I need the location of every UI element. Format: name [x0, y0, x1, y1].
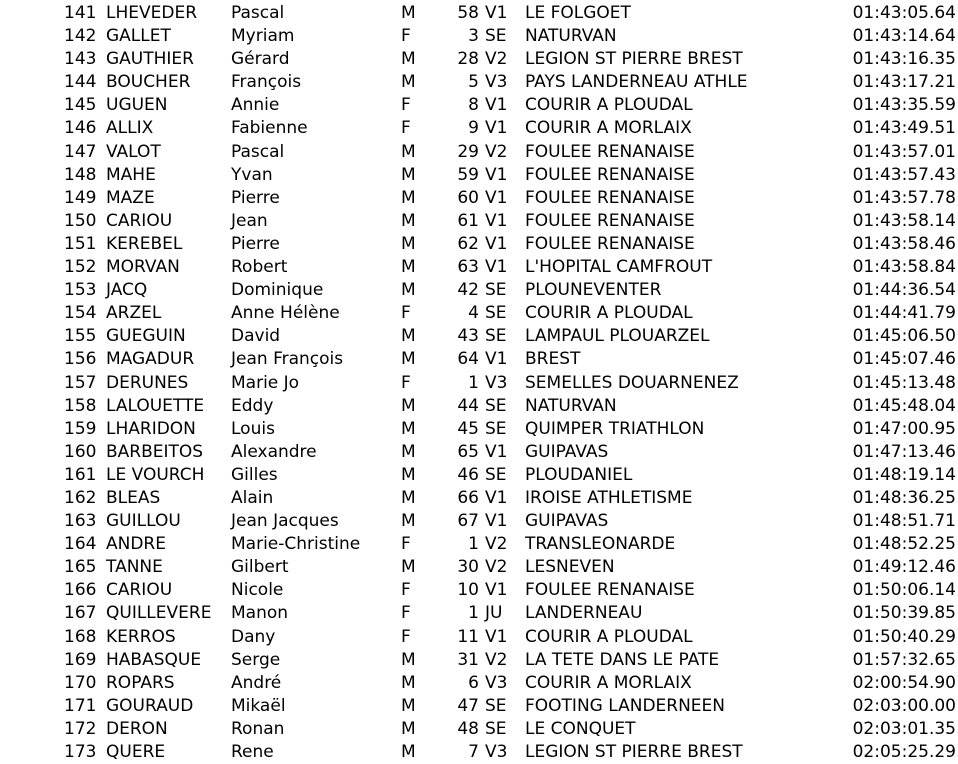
rank-cell: 162 — [64, 487, 97, 508]
club-cell: LESNEVEN — [525, 557, 615, 578]
club-cell: LANDERNEAU — [525, 603, 643, 624]
club-cell: PAYS LANDERNEAU ATHLE — [525, 72, 748, 93]
last-name-cell: KEREBEL — [106, 233, 183, 254]
category-cell: SE — [485, 26, 507, 47]
first-name-cell: Jean Jacques — [231, 511, 339, 532]
last-name-cell: MORVAN — [106, 257, 180, 278]
last-name-cell: GAUTHIER — [106, 49, 194, 70]
last-name-cell: LALOUETTE — [106, 395, 205, 416]
category-cell: V1 — [485, 257, 508, 278]
category-rank-cell: 65 — [457, 441, 479, 462]
time-cell: 01:45:07.46 — [852, 349, 956, 370]
club-cell: COURIR A MORLAIX — [525, 672, 692, 693]
time-cell: 01:50:39.85 — [852, 603, 956, 624]
last-name-cell: QUERE — [106, 742, 166, 762]
time-cell: 01:45:13.48 — [852, 372, 956, 393]
category-rank-cell: 8 — [468, 95, 479, 116]
club-cell: COURIR A PLOUDAL — [525, 95, 693, 116]
first-name-cell: Manon — [231, 603, 289, 624]
table-row — [0, 695, 958, 718]
last-name-cell: JACQ — [106, 280, 148, 301]
category-rank-cell: 46 — [457, 464, 479, 485]
category-rank-cell: 63 — [457, 257, 479, 278]
first-name-cell: Alexandre — [231, 441, 317, 462]
first-name-cell: Annie — [231, 95, 280, 116]
category-rank-cell: 58 — [457, 3, 479, 23]
last-name-cell: HABASQUE — [106, 649, 202, 670]
table-row — [0, 672, 958, 695]
category-cell: V2 — [485, 49, 508, 70]
club-cell: LA TETE DANS LE PATE — [525, 649, 720, 670]
category-rank-cell: 43 — [457, 326, 479, 347]
category-rank-cell: 6 — [468, 672, 479, 693]
sex-cell: M — [401, 511, 416, 532]
table-row — [0, 117, 958, 140]
time-cell: 01:50:06.14 — [852, 580, 956, 601]
table-row — [0, 279, 958, 302]
rank-cell: 161 — [64, 464, 97, 485]
club-cell: BREST — [525, 349, 581, 370]
time-cell: 01:43:14.64 — [852, 26, 956, 47]
club-cell: NATURVAN — [525, 26, 617, 47]
sex-cell: F — [401, 626, 411, 647]
club-cell: GUIPAVAS — [525, 441, 609, 462]
sex-cell: M — [401, 257, 416, 278]
table-row — [0, 372, 958, 395]
last-name-cell: ANDRE — [106, 534, 166, 555]
time-cell: 01:43:57.01 — [852, 141, 956, 162]
sex-cell: F — [401, 580, 411, 601]
category-rank-cell: 62 — [457, 233, 479, 254]
last-name-cell: ROPARS — [106, 672, 175, 693]
table-row — [0, 487, 958, 510]
first-name-cell: Robert — [231, 257, 288, 278]
club-cell: FOULEE RENANAISE — [525, 210, 695, 231]
category-cell: V1 — [485, 210, 508, 231]
first-name-cell: Gilbert — [231, 557, 289, 578]
category-rank-cell: 66 — [457, 487, 479, 508]
sex-cell: F — [401, 603, 411, 624]
sex-cell: M — [401, 395, 416, 416]
last-name-cell: MAGADUR — [106, 349, 195, 370]
last-name-cell: QUILLEVERE — [106, 603, 212, 624]
rank-cell: 141 — [64, 3, 97, 23]
time-cell: 01:43:58.46 — [852, 233, 956, 254]
rank-cell: 155 — [64, 326, 97, 347]
category-cell: V3 — [485, 742, 508, 762]
club-cell: LEGION ST PIERRE BREST — [525, 49, 743, 70]
first-name-cell: Dominique — [231, 280, 324, 301]
category-cell: V1 — [485, 487, 508, 508]
category-cell: SE — [485, 303, 507, 324]
last-name-cell: MAZE — [106, 187, 155, 208]
last-name-cell: ALLIX — [106, 118, 154, 139]
rank-cell: 154 — [64, 303, 97, 324]
table-row — [0, 741, 958, 764]
table-row — [0, 441, 958, 464]
sex-cell: F — [401, 303, 411, 324]
table-row — [0, 464, 958, 487]
category-rank-cell: 59 — [457, 164, 479, 185]
club-cell: FOULEE RENANAISE — [525, 580, 695, 601]
last-name-cell: GUILLOU — [106, 511, 181, 532]
first-name-cell: Pascal — [231, 3, 285, 23]
category-rank-cell: 10 — [457, 580, 479, 601]
last-name-cell: LHEVEDER — [106, 3, 198, 23]
last-name-cell: MAHE — [106, 164, 156, 185]
sex-cell: M — [401, 418, 416, 439]
sex-cell: M — [401, 72, 416, 93]
category-rank-cell: 30 — [457, 557, 479, 578]
table-row — [0, 510, 958, 533]
time-cell: 01:49:12.46 — [852, 557, 956, 578]
category-cell: V3 — [485, 372, 508, 393]
time-cell: 01:43:58.14 — [852, 210, 956, 231]
first-name-cell: Pascal — [231, 141, 285, 162]
category-rank-cell: 42 — [457, 280, 479, 301]
last-name-cell: TANNE — [106, 557, 163, 578]
club-cell: COURIR A PLOUDAL — [525, 303, 693, 324]
time-cell: 01:43:35.59 — [852, 95, 956, 116]
rank-cell: 142 — [64, 26, 97, 47]
category-rank-cell: 48 — [457, 718, 479, 739]
rank-cell: 159 — [64, 418, 97, 439]
sex-cell: M — [401, 349, 416, 370]
club-cell: COURIR A PLOUDAL — [525, 626, 693, 647]
first-name-cell: Pierre — [231, 233, 280, 254]
category-cell: V2 — [485, 141, 508, 162]
category-rank-cell: 9 — [468, 118, 479, 139]
first-name-cell: Rene — [231, 742, 274, 762]
category-rank-cell: 5 — [468, 72, 479, 93]
rank-cell: 160 — [64, 441, 97, 462]
last-name-cell: UGUEN — [106, 95, 168, 116]
first-name-cell: Yvan — [231, 164, 273, 185]
category-cell: V1 — [485, 233, 508, 254]
category-cell: SE — [485, 326, 507, 347]
club-cell: LAMPAUL PLOUARZEL — [525, 326, 710, 347]
rank-cell: 163 — [64, 511, 97, 532]
category-rank-cell: 1 — [468, 603, 479, 624]
first-name-cell: David — [231, 326, 281, 347]
first-name-cell: Pierre — [231, 187, 280, 208]
category-cell: V2 — [485, 649, 508, 670]
last-name-cell: GALLET — [106, 26, 171, 47]
table-row — [0, 25, 958, 48]
time-cell: 01:43:49.51 — [852, 118, 956, 139]
sex-cell: M — [401, 280, 416, 301]
sex-cell: M — [401, 441, 416, 462]
sex-cell: M — [401, 718, 416, 739]
category-cell: V1 — [485, 441, 508, 462]
table-row — [0, 256, 958, 279]
club-cell: FOOTING LANDERNEEN — [525, 695, 725, 716]
last-name-cell: BLEAS — [106, 487, 161, 508]
category-rank-cell: 47 — [457, 695, 479, 716]
first-name-cell: Marie Jo — [231, 372, 300, 393]
time-cell: 02:00:54.90 — [852, 672, 956, 693]
first-name-cell: Fabienne — [231, 118, 308, 139]
rank-cell: 146 — [64, 118, 97, 139]
table-row — [0, 348, 958, 371]
category-cell: V3 — [485, 672, 508, 693]
rank-cell: 166 — [64, 580, 97, 601]
category-cell: V1 — [485, 511, 508, 532]
table-row — [0, 187, 958, 210]
last-name-cell: CARIOU — [106, 210, 173, 231]
last-name-cell: ARZEL — [106, 303, 162, 324]
first-name-cell: Louis — [231, 418, 275, 439]
club-cell: TRANSLEONARDE — [525, 534, 676, 555]
time-cell: 01:43:17.21 — [852, 72, 956, 93]
table-row — [0, 418, 958, 441]
sex-cell: M — [401, 3, 416, 23]
last-name-cell: LHARIDON — [106, 418, 196, 439]
category-cell: V1 — [485, 580, 508, 601]
table-row — [0, 556, 958, 579]
first-name-cell: François — [231, 72, 302, 93]
sex-cell: M — [401, 326, 416, 347]
category-cell: SE — [485, 718, 507, 739]
rank-cell: 151 — [64, 233, 97, 254]
rank-cell: 169 — [64, 649, 97, 670]
rank-cell: 144 — [64, 72, 97, 93]
table-row — [0, 164, 958, 187]
club-cell: FOULEE RENANAISE — [525, 164, 695, 185]
last-name-cell: GUEGUIN — [106, 326, 186, 347]
club-cell: PLOUDANIEL — [525, 464, 633, 485]
sex-cell: F — [401, 534, 411, 555]
time-cell: 01:44:36.54 — [852, 280, 956, 301]
first-name-cell: Ronan — [231, 718, 285, 739]
category-rank-cell: 11 — [457, 626, 479, 647]
table-row — [0, 325, 958, 348]
rank-cell: 147 — [64, 141, 97, 162]
table-row — [0, 48, 958, 71]
club-cell: IROISE ATHLETISME — [525, 487, 693, 508]
rank-cell: 148 — [64, 164, 97, 185]
category-cell: SE — [485, 464, 507, 485]
sex-cell: M — [401, 464, 416, 485]
time-cell: 01:44:41.79 — [852, 303, 956, 324]
category-rank-cell: 28 — [457, 49, 479, 70]
last-name-cell: DERUNES — [106, 372, 189, 393]
sex-cell: F — [401, 372, 411, 393]
time-cell: 01:48:19.14 — [852, 464, 956, 485]
sex-cell: M — [401, 557, 416, 578]
last-name-cell: BOUCHER — [106, 72, 191, 93]
sex-cell: M — [401, 187, 416, 208]
club-cell: SEMELLES DOUARNENEZ — [525, 372, 739, 393]
table-row — [0, 602, 958, 625]
time-cell: 01:48:52.25 — [852, 534, 956, 555]
rank-cell: 152 — [64, 257, 97, 278]
sex-cell: F — [401, 95, 411, 116]
sex-cell: M — [401, 742, 416, 762]
table-row — [0, 626, 958, 649]
time-cell: 01:43:57.43 — [852, 164, 956, 185]
category-cell: V1 — [485, 164, 508, 185]
rank-cell: 164 — [64, 534, 97, 555]
rank-cell: 153 — [64, 280, 97, 301]
category-rank-cell: 60 — [457, 187, 479, 208]
time-cell: 01:48:51.71 — [852, 511, 956, 532]
category-cell: V1 — [485, 95, 508, 116]
sex-cell: M — [401, 672, 416, 693]
category-cell: SE — [485, 395, 507, 416]
table-row — [0, 210, 958, 233]
rank-cell: 168 — [64, 626, 97, 647]
sex-cell: F — [401, 118, 411, 139]
time-cell: 01:45:06.50 — [852, 326, 956, 347]
rank-cell: 158 — [64, 395, 97, 416]
time-cell: 01:45:48.04 — [852, 395, 956, 416]
category-cell: V3 — [485, 72, 508, 93]
last-name-cell: VALOT — [106, 141, 161, 162]
time-cell: 01:43:16.35 — [852, 49, 956, 70]
last-name-cell: GOURAUD — [106, 695, 194, 716]
last-name-cell: BARBEITOS — [106, 441, 204, 462]
first-name-cell: Nicole — [231, 580, 284, 601]
category-rank-cell: 29 — [457, 141, 479, 162]
first-name-cell: André — [231, 672, 282, 693]
category-cell: V2 — [485, 534, 508, 555]
first-name-cell: Gérard — [231, 49, 290, 70]
time-cell: 01:43:58.84 — [852, 257, 956, 278]
time-cell: 01:43:57.78 — [852, 187, 956, 208]
sex-cell: M — [401, 164, 416, 185]
last-name-cell: KERROS — [106, 626, 176, 647]
first-name-cell: Jean — [231, 210, 268, 231]
table-row — [0, 2, 958, 25]
first-name-cell: Jean François — [231, 349, 344, 370]
category-cell: V2 — [485, 557, 508, 578]
club-cell: FOULEE RENANAISE — [525, 187, 695, 208]
category-rank-cell: 44 — [457, 395, 479, 416]
category-rank-cell: 7 — [468, 742, 479, 762]
last-name-cell: DERON — [106, 718, 168, 739]
club-cell: NATURVAN — [525, 395, 617, 416]
first-name-cell: Myriam — [231, 26, 295, 47]
time-cell: 02:03:00.00 — [852, 695, 956, 716]
club-cell: L'HOPITAL CAMFROUT — [525, 257, 713, 278]
category-cell: V1 — [485, 349, 508, 370]
sex-cell: M — [401, 695, 416, 716]
rank-cell: 145 — [64, 95, 97, 116]
first-name-cell: Eddy — [231, 395, 274, 416]
last-name-cell: CARIOU — [106, 580, 173, 601]
table-row — [0, 94, 958, 117]
rank-cell: 165 — [64, 557, 97, 578]
category-rank-cell: 31 — [457, 649, 479, 670]
time-cell: 01:47:00.95 — [852, 418, 956, 439]
category-rank-cell: 64 — [457, 349, 479, 370]
table-row — [0, 395, 958, 418]
first-name-cell: Marie-Christine — [231, 534, 361, 555]
category-rank-cell: 67 — [457, 511, 479, 532]
sex-cell: M — [401, 141, 416, 162]
rank-cell: 171 — [64, 695, 97, 716]
category-rank-cell: 45 — [457, 418, 479, 439]
rank-cell: 149 — [64, 187, 97, 208]
table-row — [0, 141, 958, 164]
club-cell: LEGION ST PIERRE BREST — [525, 742, 743, 762]
time-cell: 01:47:13.46 — [852, 441, 956, 462]
club-cell: QUIMPER TRIATHLON — [525, 418, 705, 439]
sex-cell: M — [401, 49, 416, 70]
rank-cell: 150 — [64, 210, 97, 231]
club-cell: LE CONQUET — [525, 718, 636, 739]
category-cell: V1 — [485, 3, 508, 23]
category-cell: V1 — [485, 626, 508, 647]
sex-cell: M — [401, 487, 416, 508]
sex-cell: M — [401, 210, 416, 231]
first-name-cell: Anne Hélène — [231, 303, 340, 324]
club-cell: COURIR A MORLAIX — [525, 118, 692, 139]
time-cell: 01:57:32.65 — [852, 649, 956, 670]
table-row — [0, 233, 958, 256]
category-cell: SE — [485, 280, 507, 301]
time-cell: 01:43:05.64 — [852, 3, 956, 23]
category-rank-cell: 61 — [457, 210, 479, 231]
club-cell: FOULEE RENANAISE — [525, 233, 695, 254]
table-row — [0, 533, 958, 556]
rank-cell: 143 — [64, 49, 97, 70]
club-cell: PLOUNEVENTER — [525, 280, 662, 301]
table-row — [0, 579, 958, 602]
club-cell: FOULEE RENANAISE — [525, 141, 695, 162]
rank-cell: 170 — [64, 672, 97, 693]
category-rank-cell: 4 — [468, 303, 479, 324]
first-name-cell: Serge — [231, 649, 281, 670]
table-row — [0, 71, 958, 94]
category-cell: V1 — [485, 187, 508, 208]
category-rank-cell: 1 — [468, 372, 479, 393]
category-cell: V1 — [485, 118, 508, 139]
results-table — [0, 2, 958, 764]
first-name-cell: Mikaël — [231, 695, 286, 716]
club-cell: GUIPAVAS — [525, 511, 609, 532]
club-cell: LE FOLGOET — [525, 3, 631, 23]
category-rank-cell: 1 — [468, 534, 479, 555]
first-name-cell: Alain — [231, 487, 274, 508]
first-name-cell: Gilles — [231, 464, 278, 485]
time-cell: 01:50:40.29 — [852, 626, 956, 647]
category-rank-cell: 3 — [468, 26, 479, 47]
table-row — [0, 649, 958, 672]
table-row — [0, 718, 958, 741]
time-cell: 02:05:25.29 — [852, 742, 956, 762]
rank-cell: 157 — [64, 372, 97, 393]
rank-cell: 167 — [64, 603, 97, 624]
sex-cell: M — [401, 233, 416, 254]
category-cell: JU — [485, 603, 503, 624]
time-cell: 02:03:01.35 — [852, 718, 956, 739]
category-cell: SE — [485, 695, 507, 716]
last-name-cell: LE VOURCH — [106, 464, 205, 485]
rank-cell: 156 — [64, 349, 97, 370]
first-name-cell: Dany — [231, 626, 276, 647]
table-row — [0, 302, 958, 325]
category-cell: SE — [485, 418, 507, 439]
rank-cell: 172 — [64, 718, 97, 739]
rank-cell: 173 — [64, 742, 97, 762]
sex-cell: F — [401, 26, 411, 47]
sex-cell: M — [401, 649, 416, 670]
time-cell: 01:48:36.25 — [852, 487, 956, 508]
